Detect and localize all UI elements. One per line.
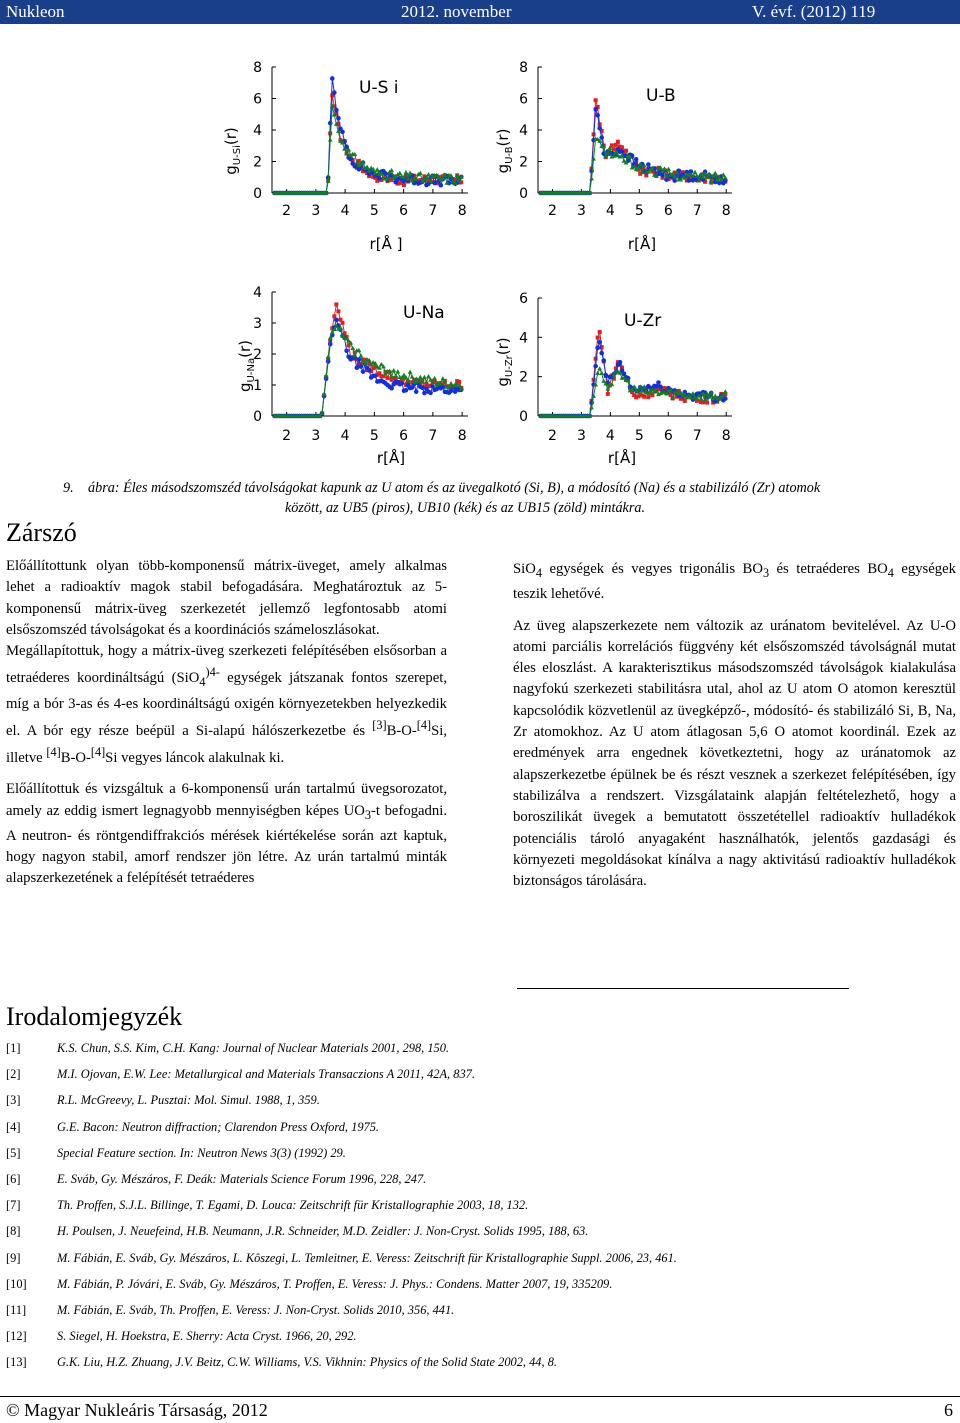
data-point-UB5 — [402, 183, 406, 187]
data-point-UB10 — [634, 157, 639, 162]
paragraph: Előállítottunk olyan több-komponensű mátrix-üveget, amely alkalmas lehet a radioaktív magok stabil befogadására. Meghatároztuk az 5-komponensű mátrix-üveg szerkezetét jellemző legfontosabb atomi elsőszomszéd távolságokat és a koordinációs számeloszlásokat. — [6, 558, 447, 638]
data-point-UB10 — [656, 380, 661, 385]
y-tick-label: 6 — [253, 91, 262, 108]
y-tick-label: 0 — [253, 409, 262, 425]
x-tick-label: 4 — [340, 203, 350, 219]
y-tick-label: 6 — [519, 291, 528, 307]
x-tick-label: 6 — [399, 428, 409, 444]
references-title: Irodalomjegyzék — [6, 1002, 183, 1031]
y-tick-label: 0 — [519, 186, 528, 202]
chart-u-b-svg — [494, 55, 754, 255]
data-point-UB15 — [404, 170, 409, 174]
chart-ylabel — [222, 127, 243, 174]
y-tick-label: 2 — [253, 154, 262, 171]
data-point-UB10 — [334, 108, 339, 113]
x-tick-label: 8 — [721, 203, 731, 219]
text-run: SiO — [513, 561, 536, 577]
data-point-UB10 — [330, 76, 335, 81]
data-point-UB15 — [723, 389, 728, 393]
reference-number: [8] — [6, 1224, 21, 1239]
x-tick-label: 8 — [457, 203, 467, 219]
svg-text:gU-B(r) — [494, 129, 515, 174]
ylabel-g: g — [494, 163, 512, 174]
data-point-UB10 — [593, 107, 598, 112]
reference-number: [2] — [6, 1067, 21, 1082]
reference-number: [4] — [6, 1119, 21, 1134]
data-point-UB10 — [383, 171, 388, 176]
data-point-UB10 — [414, 389, 419, 394]
data-point-UB10 — [620, 149, 625, 154]
data-point-UB10 — [589, 169, 594, 174]
series-line-UB5 — [541, 332, 725, 416]
text-run: egységek játszanak fontos szerepet, míg a bór 3-as és 4-es koordináltságú oxigén környezetekben helyezkedik el. A bór egy része beépül a Si-alapú hálószerkezetbe és — [6, 670, 447, 739]
data-point-UB15 — [395, 369, 400, 373]
reference-number: [3] — [6, 1093, 21, 1108]
data-point-UB15 — [693, 170, 698, 174]
data-point-UB15 — [426, 374, 431, 378]
y-tick-label: 2 — [253, 347, 262, 363]
data-point-UB5 — [386, 376, 390, 380]
data-point-UB10 — [441, 385, 446, 390]
series-line-UB10 — [541, 342, 725, 416]
data-point-UB10 — [334, 318, 339, 323]
x-tick-label: 6 — [399, 203, 409, 219]
x-tick-label: 6 — [663, 203, 673, 219]
reference-number: [12] — [6, 1329, 27, 1344]
left-column — [6, 556, 447, 900]
reference-item — [6, 1303, 906, 1329]
x-tick-label: 3 — [311, 428, 321, 444]
text-run: Megállapítottuk, hogy a mátrix-üveg szerkezeti felépítésében elsősorban a tetraéderes koordináltságú (SiO — [6, 643, 447, 687]
data-point-UB5 — [683, 399, 687, 403]
y-tick-label: 2 — [519, 369, 528, 386]
reference-item — [6, 1355, 906, 1381]
reference-number: [5] — [6, 1145, 21, 1160]
data-point-UB10 — [672, 178, 677, 183]
paragraph — [513, 559, 956, 606]
data-point-UB15 — [595, 371, 600, 375]
page-number: 6 — [944, 1400, 953, 1420]
subscript: 3 — [762, 565, 770, 580]
chart-xlabel: r[Å] — [376, 449, 406, 467]
data-point-UB10 — [658, 384, 663, 389]
data-point-UB10 — [723, 396, 728, 401]
ylabel-sub: U-Na — [246, 357, 257, 383]
chart-u-si-svg — [222, 55, 482, 255]
y-tick-label: 2 — [519, 154, 528, 171]
data-point-UB5 — [594, 98, 598, 102]
reference-text: H. Poulsen, J. Neuefeind, H.B. Neumann, J.R. Schneider, M.D. Zeidler: J. Non-Cryst. Solids 1995, 188, 63. — [57, 1224, 589, 1239]
data-point-UB10 — [332, 90, 337, 95]
ylabel-suffix: (r) — [494, 128, 512, 147]
subscript: 4 — [199, 675, 206, 690]
reference-number: [11] — [6, 1302, 27, 1317]
data-point-UB15 — [359, 353, 364, 357]
data-point-UB15 — [713, 171, 718, 175]
y-tick-label: 4 — [519, 123, 528, 139]
divider — [517, 988, 849, 989]
data-point-UB10 — [599, 135, 604, 140]
data-point-UB10 — [618, 360, 623, 365]
y-tick-label: 6 — [519, 91, 528, 108]
data-point-UB10 — [422, 391, 427, 396]
chart-ylabel — [494, 337, 515, 386]
data-point-UB10 — [664, 177, 669, 182]
chart-ylabel — [494, 129, 515, 174]
reference-text: S. Siegel, H. Hoekstra, E. Sherry: Acta Cryst. 1966, 20, 292. — [57, 1329, 357, 1344]
reference-text: R.L. McGreevy, L. Pusztai: Mol. Simul. 1988, 1, 359. — [57, 1093, 320, 1108]
x-tick-label: 2 — [282, 203, 292, 219]
data-point-UB10 — [404, 388, 409, 393]
caption-line-2: között, az UB5 (piros), UB10 (kék) és az UB15 (zöld) mintákra. — [285, 500, 646, 516]
reference-item — [6, 1329, 906, 1355]
data-point-UB15 — [324, 373, 329, 377]
text-run: -t befogadni. A neutron- és röntgendiffrakciós mérések kiértékelése során azt kaptuk, hogy nagyon stabil, amorf rendszer jön létre. Az urán tartalmú minták alapszerkezetének a felépítését tetraéderes — [6, 802, 447, 887]
y-tick-label: 1 — [253, 378, 262, 394]
reference-item — [6, 1120, 906, 1146]
figure-caption — [63, 478, 948, 518]
x-tick-label: 2 — [282, 428, 292, 444]
data-point-UB15 — [599, 371, 604, 375]
reference-item — [6, 1146, 906, 1172]
svg-text:gU-Zr(r) — [494, 337, 515, 386]
y-tick-label: 4 — [253, 123, 262, 139]
data-point-UB5 — [624, 149, 628, 153]
data-point-UB5 — [642, 395, 646, 399]
chart-u-zr-svg — [494, 280, 754, 475]
data-point-UB15 — [326, 354, 331, 358]
text-run: B-O- — [60, 749, 91, 766]
reference-item — [6, 1224, 906, 1250]
data-point-UB10 — [597, 340, 602, 345]
data-point-UB15 — [426, 172, 431, 176]
x-tick-label: 7 — [428, 203, 438, 219]
data-point-UB10 — [361, 369, 366, 374]
data-point-UB10 — [428, 391, 433, 396]
volume-info: V. évf. (2012) 119 — [752, 2, 876, 21]
reference-number: [10] — [6, 1276, 27, 1291]
data-point-UB10 — [660, 173, 665, 178]
ylabel-suffix: (r) — [236, 340, 254, 358]
data-point-UB10 — [377, 176, 382, 181]
data-point-UB5 — [596, 336, 600, 340]
reference-text: M. Fábián, E. Sváb, Gy. Mészáros, L. Kôszegi, L. Temleitner, E. Veress: Zeitschrift für Kristallographie Suppl. 2006, 23, 461. — [57, 1250, 677, 1265]
x-tick-label: 2 — [548, 203, 557, 219]
superscript: )4- — [205, 665, 220, 680]
data-point-UB5 — [334, 302, 338, 306]
reference-item — [6, 1067, 906, 1093]
chart-u-na-svg — [222, 280, 482, 475]
data-point-UB10 — [597, 126, 602, 131]
reference-item — [6, 1198, 906, 1224]
x-tick-label: 7 — [428, 428, 438, 444]
data-point-UB5 — [650, 393, 654, 397]
data-point-UB15 — [418, 375, 423, 379]
reference-text: M. Fábián, P. Jóvári, E. Sváb, Gy. Mészáros, T. Proffen, E. Veress: J. Phys.: Condens. Matter 2007, 19, 335209. — [57, 1276, 613, 1291]
reference-item — [6, 1093, 906, 1119]
data-point-UB5 — [336, 309, 340, 313]
reference-text: M.I. Ojovan, E.W. Lee: Metallurgical and Materials Transaczions A 2011, 42A, 837. — [57, 1067, 475, 1082]
data-point-UB15 — [391, 368, 396, 372]
text-run: és tetraéderes BO — [769, 561, 888, 577]
x-tick-label: 5 — [369, 428, 379, 444]
data-point-UB15 — [589, 405, 594, 409]
reference-number: [6] — [6, 1171, 21, 1186]
chart-u-b — [494, 55, 754, 255]
superscript: [4] — [416, 717, 432, 732]
reference-number: [9] — [6, 1250, 21, 1265]
ylabel-g: g — [236, 382, 254, 392]
data-point-UB10 — [420, 385, 425, 390]
data-point-UB10 — [357, 357, 362, 362]
ylabel-suffix: (r) — [494, 337, 512, 356]
data-point-UB5 — [620, 145, 624, 149]
chart-title: U-B — [646, 86, 676, 106]
x-tick-label: 2 — [548, 428, 557, 444]
superscript: [4] — [46, 745, 61, 760]
x-tick-label: 3 — [311, 203, 321, 219]
ylabel-suffix: (r) — [222, 127, 240, 146]
text-run: B-O- — [386, 722, 417, 739]
data-point-UB5 — [646, 395, 650, 399]
data-point-UB10 — [340, 130, 345, 135]
data-point-UB15 — [432, 376, 437, 380]
subscript: 4 — [535, 565, 542, 580]
data-point-UB15 — [410, 374, 415, 378]
y-tick-label: 0 — [519, 409, 528, 425]
x-tick-label: 5 — [634, 203, 644, 219]
data-point-UB5 — [598, 330, 602, 334]
journal-name: Nukleon — [6, 2, 65, 21]
data-point-UB10 — [359, 364, 364, 369]
data-point-UB10 — [646, 162, 651, 167]
x-tick-label: 4 — [605, 428, 615, 444]
data-point-UB10 — [373, 374, 378, 379]
chart-u-si — [222, 55, 482, 255]
data-point-UB15 — [408, 370, 413, 374]
data-point-UB10 — [595, 346, 600, 351]
data-point-UB15 — [393, 374, 398, 378]
reference-text: E. Sváb, Gy. Mészáros, F. Deák: Materials Science Forum 1996, 228, 247. — [57, 1171, 427, 1186]
data-point-UB10 — [344, 348, 349, 353]
paragraph — [6, 641, 447, 769]
reference-number: [13] — [6, 1355, 27, 1370]
section-title: Zárszó — [6, 518, 77, 547]
copyright: © Magyar Nukleáris Társaság, 2012 — [6, 1400, 268, 1420]
caption-number: 9. — [63, 480, 74, 496]
issue-date: 2012. november — [401, 2, 512, 21]
reference-text: G.E. Bacon: Neutron diffraction; Clarendon Press Oxford, 1975. — [57, 1119, 380, 1134]
y-tick-label: 3 — [253, 316, 262, 332]
x-tick-label: 8 — [457, 428, 467, 444]
y-tick-label: 0 — [253, 186, 262, 202]
text-run: Si, illetve — [6, 722, 447, 766]
reference-list — [6, 1041, 906, 1381]
data-point-UB15 — [440, 376, 445, 380]
x-tick-label: 4 — [340, 428, 350, 444]
reference-text: Special Feature section. In: Neutron News 3(3) (1992) 29. — [57, 1145, 346, 1160]
data-point-UB10 — [400, 381, 405, 386]
data-point-UB15 — [422, 375, 427, 379]
data-point-UB5 — [341, 321, 345, 325]
reference-text: K.S. Chun, S.S. Kim, C.H. Kang: Journal of Nuclear Materials 2001, 298, 150. — [57, 1041, 450, 1055]
data-point-UB15 — [589, 176, 594, 180]
chart-title: U-S i — [359, 78, 399, 98]
data-point-UB10 — [601, 358, 606, 363]
data-point-UB10 — [389, 386, 394, 391]
x-tick-label: 3 — [576, 428, 586, 444]
data-point-UB15 — [424, 380, 429, 384]
x-tick-label: 7 — [692, 428, 702, 444]
data-point-UB15 — [389, 168, 394, 172]
svg-text:gU-Si(r) — [222, 127, 243, 174]
text-run: Előállítottuk és vizsgáltuk a 6-komponensű urán tartalmú üvegsorozatot, amely az eddig ismert legnagyobb mennyiségben képes UO — [6, 781, 447, 819]
paragraph — [6, 779, 447, 889]
data-point-UB5 — [616, 140, 620, 144]
x-tick-label: 6 — [663, 428, 673, 444]
x-tick-label: 5 — [634, 428, 644, 444]
chart-title: U-Zr — [624, 311, 662, 331]
text-run: egységek teszik lehetővé. — [513, 561, 956, 603]
ylabel-sub: U-Zr — [504, 355, 515, 378]
x-tick-label: 7 — [692, 203, 702, 219]
data-point-UB15 — [597, 366, 602, 370]
data-point-UB10 — [367, 368, 372, 373]
chart-xlabel: r[Å] — [627, 235, 657, 253]
ylabel-sub: U-Si — [232, 145, 243, 166]
data-point-UB10 — [432, 181, 437, 186]
y-tick-label: 4 — [253, 285, 262, 301]
subscript: 3 — [364, 807, 371, 822]
data-point-UB10 — [336, 116, 341, 121]
data-point-UB10 — [593, 364, 598, 369]
y-tick-label: 8 — [253, 60, 262, 76]
caption-line-1: ábra: Éles másodszomszéd távolságokat kapunk az U atom és az üvegalkotó (Si, B), a módosító (Na) és a stabilizáló (Zr) atomok — [88, 480, 821, 496]
reference-number: [7] — [6, 1198, 21, 1213]
data-point-UB10 — [599, 351, 604, 356]
x-tick-label: 8 — [721, 428, 731, 444]
paragraph: Az üveg alapszerkezete nem változik az uránatom bevitelével. Az U-O atomi parciális korrelációs függvény két elsőszomszéd távolságnál mutat éles eloszlást. A karakterisztikus másodszomszéd távolságok kialakulása nagyfokú szerkezeti stabilitásra utal, ahol az U atom O atomon keresztül kapcsolódik közvetlenül az üvegképző-, módosító- és stabilizáló Si, B, Na, Zr atomokhoz. Az U atom átlagosan 5,6 O atomot koordinál. Ezek az eredmények arra engednek következtetni, hogy az uránatomok az alapszerkezetbe épülnek be és részt vesznek a szerkezet felépítésében, így stabilizálva a rendszert. Vizsgálataink alapján feltételezhető, hogy a boroszilikát üvegek a bemutatott összetétellel radioaktív hulladékok potenciális tároló anyagaként használhatók, jelentős gazdasági és környezeti megoldásokat kínálva a nagy aktivitású radioaktív hulladékok biztonságos tárolására. — [513, 617, 956, 890]
chart-xlabel: r[Å ] — [369, 235, 403, 253]
page-header — [0, 0, 960, 24]
y-tick-label: 4 — [519, 330, 528, 347]
page-footer — [0, 1396, 960, 1423]
reference-item — [6, 1172, 906, 1198]
data-point-UB10 — [687, 178, 692, 183]
data-point-UB15 — [328, 137, 333, 141]
right-column — [513, 559, 956, 902]
ylabel-g: g — [494, 377, 512, 387]
reference-number: [1] — [6, 1041, 21, 1055]
ylabel-g: g — [222, 165, 240, 175]
reference-item — [6, 1277, 906, 1303]
subscript: 4 — [887, 565, 894, 580]
chart-u-zr — [494, 280, 754, 475]
x-tick-label: 5 — [369, 203, 379, 219]
reference-item — [6, 1251, 906, 1277]
chart-title: U-Na — [403, 303, 445, 323]
data-point-UB5 — [606, 392, 610, 396]
superscript: [4] — [90, 745, 106, 760]
data-point-UB15 — [375, 167, 380, 171]
data-point-UB10 — [603, 373, 608, 378]
superscript: [3] — [372, 717, 387, 732]
data-point-UB15 — [350, 346, 355, 350]
reference-item — [6, 1041, 906, 1067]
reference-text: G.K. Liu, H.Z. Zhuang, J.V. Beitz, C.W. Williams, V.S. Vikhnin: Physics of the Solid State 2002, 44, 8. — [57, 1355, 557, 1370]
reference-text: M. Fábián, E. Sváb, Th. Proffen, E. Veress: J. Non-Cryst. Solids 2010, 356, 441. — [57, 1302, 455, 1317]
data-point-UB10 — [438, 183, 443, 188]
chart-u-na — [222, 280, 482, 475]
x-tick-label: 4 — [605, 203, 615, 219]
y-tick-label: 8 — [519, 60, 528, 76]
data-point-UB15 — [408, 170, 413, 174]
data-point-UB10 — [595, 113, 600, 118]
data-point-UB10 — [355, 366, 360, 371]
x-tick-label: 3 — [576, 203, 586, 219]
ylabel-sub: U-B — [504, 146, 515, 164]
text-run: egységek és vegyes trigonális BO — [541, 561, 763, 577]
data-point-UB15 — [691, 391, 696, 395]
chart-xlabel: r[Å] — [607, 449, 637, 467]
reference-text: Th. Proffen, S.J.L. Billinge, T. Egami, D. Louca: Zeitschrift für Kristallographie 2003, 18, 132. — [57, 1198, 529, 1213]
text-run: Si vegyes láncok alakulnak ki. — [105, 749, 285, 766]
